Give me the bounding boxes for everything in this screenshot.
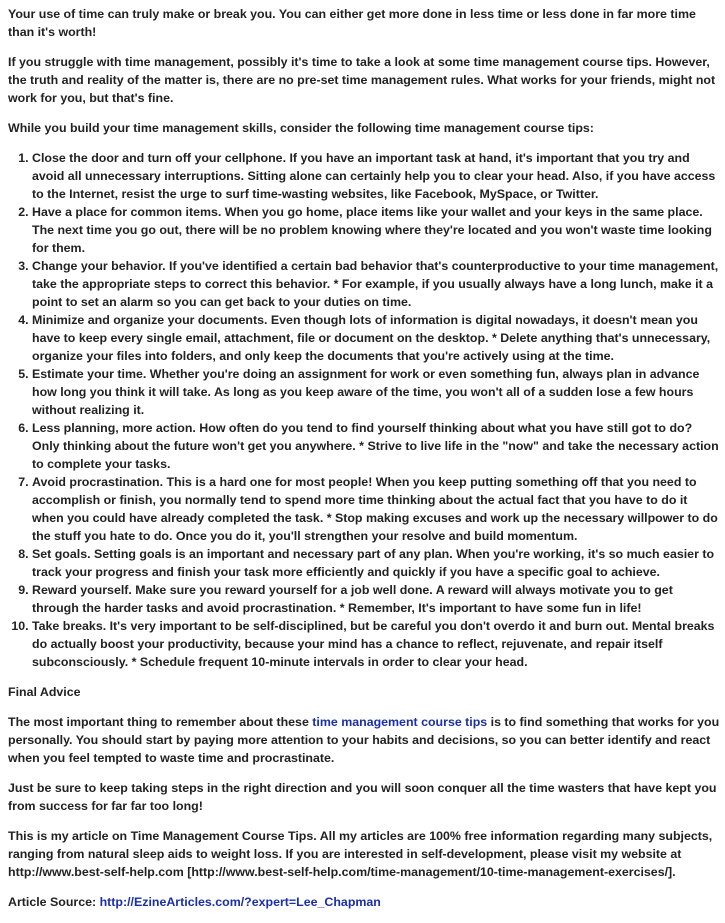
- final-advice-paragraph-2: Just be sure to keep taking steps in the right direction and you will soon conquer all the time wasters that have kept you from success for far far too long!: [8, 781, 717, 813]
- tip-item-6: 6. Less planning, more action. How often do you tend to find yourself thinking about what you have still got to do? Only thinking about the future won't get you anywhere. * Strive to live life in the "now" and take the necessary action to complete your tasks.: [32, 419, 722, 473]
- final-advice-text-after: is to find something that works for you personally. You should start by paying more attention to your habits and decisions, so you can better identify and react when you feel tempted to waste time and procrastinate.: [8, 715, 720, 765]
- intro-paragraph-2: If you struggle with time management, possibly it's time to take a look at some time management course tips. However, the truth and reality of the matter is, there are no pre-set time management rules. What works for your friends, might not work for you, but that's fine.: [8, 55, 716, 105]
- tips-list: [8, 149, 722, 671]
- tip-item-5: 5. Estimate your time. Whether you're doing an assignment for work or even something fun, always plan in advance how long you think it will take. As long as you keep aware of the time, you won't all of a sudden lose a few hours without realizing it.: [32, 365, 722, 419]
- article-source: [8, 893, 722, 911]
- tip-item-4: 4. Minimize and organize your documents. Even though lots of information is digital nowadays, it doesn't mean you have to keep every single email, attachment, file or document on the desktop. * Delete anything that's unnecessary, organize your files into folders, and only keep the documents that you're actively using at the time.: [32, 311, 722, 365]
- tip-item-8: 8. Set goals. Setting goals is an important and necessary part of any plan. When you're working, it's so much easier to track your progress and finish your task more efficiently and quickly if you have a specific goal to achieve.: [32, 545, 722, 581]
- tip-item-7: 7. Avoid procrastination. This is a hard one for most people! When you keep putting something off that you need to accomplish or finish, you normally tend to spend more time thinking about the actual fact that you have to do it when you could have already completed the task. * Stop making excuses and work up the necessary willpower to do the stuff you hate to do. Once you do it, you'll strengthen your resolve and build momentum.: [32, 473, 722, 545]
- article-source-link[interactable]: http://EzineArticles.com/?expert=Lee_Chapman: [99, 895, 381, 909]
- article-source-label: Article Source:: [8, 895, 100, 909]
- time-management-tips-link[interactable]: time management course tips: [312, 715, 488, 729]
- author-bio-paragraph: This is my article on Time Management Course Tips. All my articles are 100% free information regarding many subjects, ranging from natural sleep aids to weight loss. If you are interested in self-development, please visit my website at http://www.best-self-help.com [http://www.best-self-help.com/time-management/10-time-management-exercises/].: [8, 829, 713, 879]
- article-body: [8, 5, 722, 923]
- intro-paragraph-1: Your use of time can truly make or break you. You can either get more done in less time or less done in far more time than it's worth!: [8, 7, 696, 39]
- intro-paragraph-3: While you build your time management skills, consider the following time management course tips:: [8, 121, 594, 135]
- tip-item-2: 2. Have a place for common items. When you go home, place items like your wallet and your keys in the same place. The next time you go out, there will be no problem knowing where they're located and you won't waste time looking for them.: [32, 203, 722, 257]
- final-advice-heading: Final Advice: [8, 685, 81, 699]
- final-advice-paragraph-1: [8, 713, 722, 767]
- tip-item-9: 9. Reward yourself. Make sure you reward yourself for a job well done. A reward will always motivate you to get through the harder tasks and avoid procrastination. * Remember, It's important to have some fun in life!: [32, 581, 722, 617]
- tip-item-10: 10. Take breaks. It's very important to be self-disciplined, but be careful you don't overdo it and burn out. Mental breaks do actually boost your productivity, because your mind has a chance to reflect, rejuvenate, and repair itself subconsciously. * Schedule frequent 10-minute intervals in order to clear your head.: [32, 617, 722, 671]
- tip-item-1: 1. Close the door and turn off your cellphone. If you have an important task at hand, it's important that you try and avoid all unnecessary interruptions. Sitting alone can certainly help you to clear your head. Also, if you have access to the Internet, resist the urge to surf time-wasting websites, like Facebook, MySpace, or Twitter.: [32, 149, 722, 203]
- tip-item-3: 3. Change your behavior. If you've identified a certain bad behavior that's counterproductive to your time management, take the appropriate steps to correct this behavior. * For example, if you usually always have a long lunch, make it a point to set an alarm so you can get back to your duties on time.: [32, 257, 722, 311]
- final-advice-text-before: The most important thing to remember about these: [8, 715, 313, 729]
